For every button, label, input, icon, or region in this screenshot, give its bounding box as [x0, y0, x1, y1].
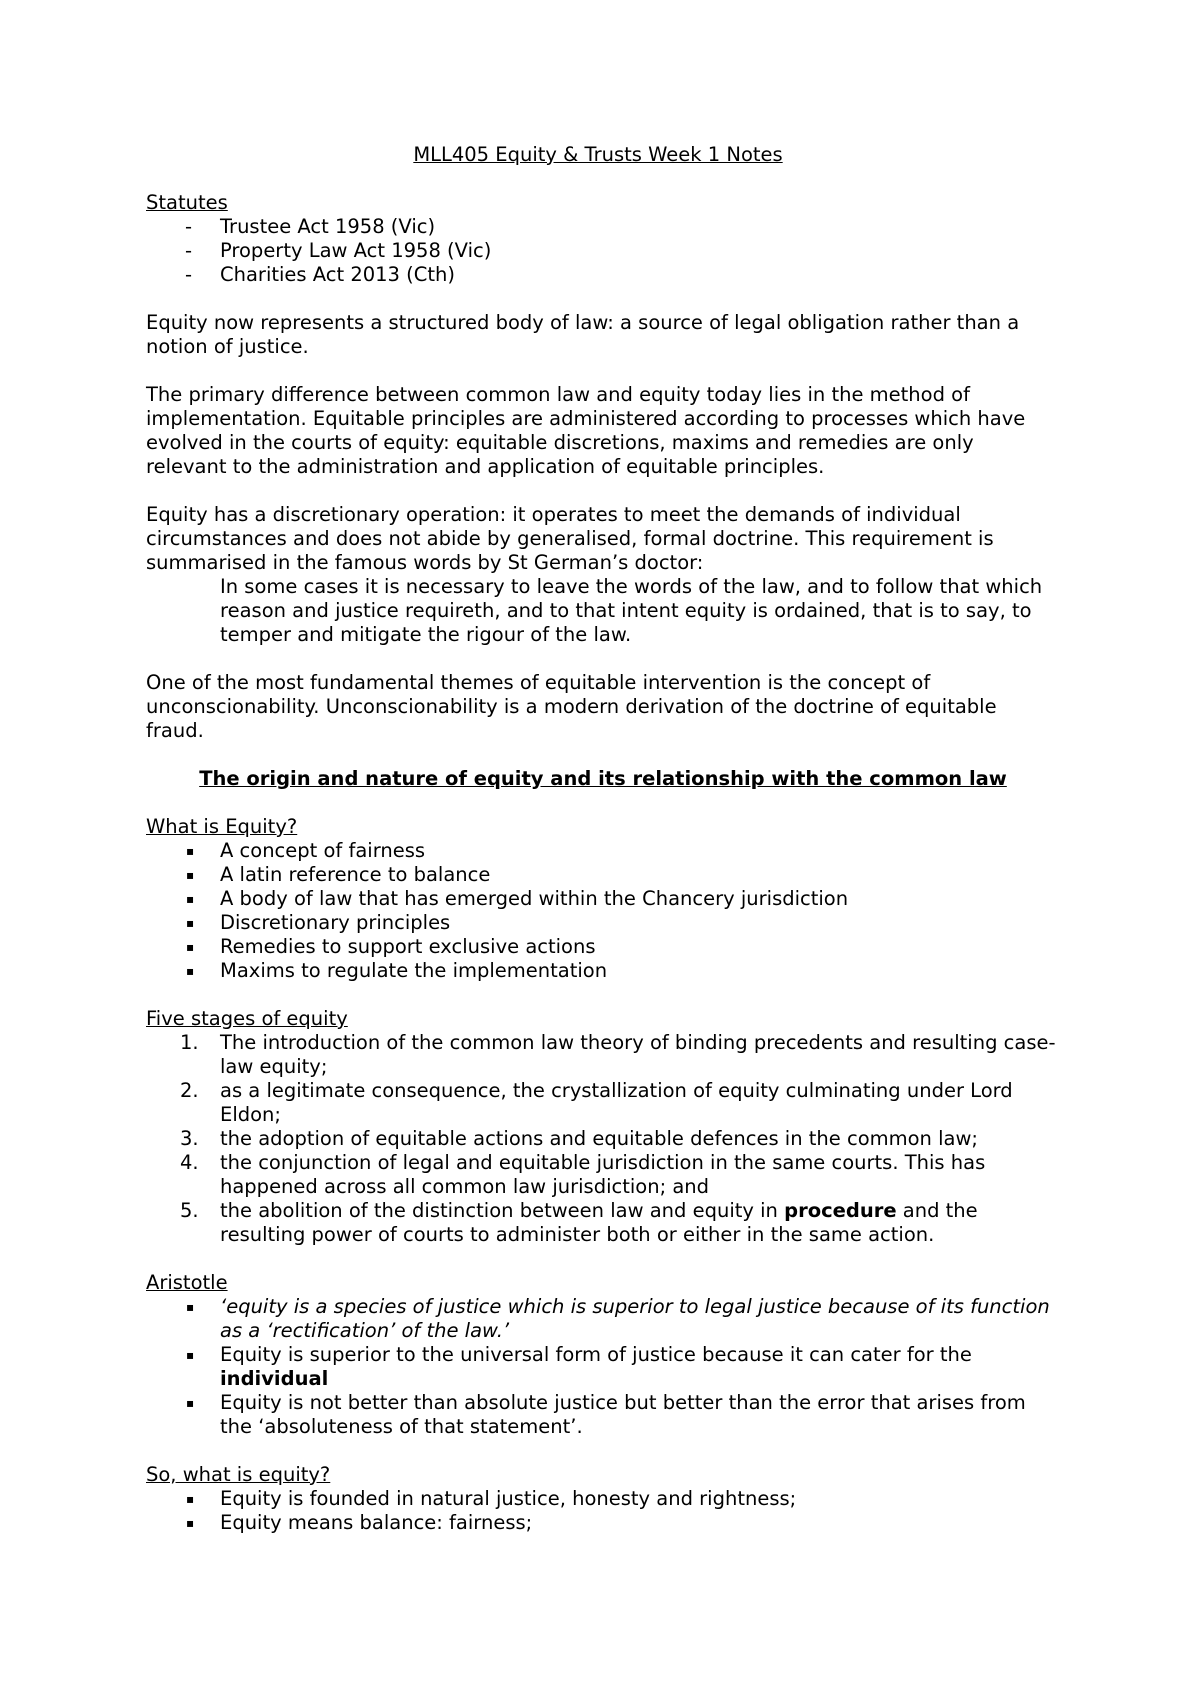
what-is-equity-label: What is Equity?: [146, 815, 298, 838]
bullet-marker: ▪: [186, 1516, 195, 1530]
list-item: ▪ Discretionary principles: [186, 911, 451, 934]
bullet-marker: ▪: [186, 1492, 195, 1506]
list-item: - Charities Act 2013 (Cth): [185, 263, 455, 286]
statutes-label: Statutes: [146, 191, 228, 214]
list-item: - Property Law Act 1958 (Vic): [185, 239, 492, 262]
bullet-marker: ▪: [186, 916, 195, 930]
so-what-label: So, what is equity?: [146, 1463, 331, 1486]
aristotle-quote: ‘equity is a species of justice which is superior to legal justice because of its function as a ‘rectification’ of the law.’: [220, 1295, 1050, 1342]
statutes-list: [146, 215, 1060, 287]
aristotle-label: Aristotle: [146, 1271, 228, 1294]
list-item: ▪ Equity is superior to the universal form of justice because it can cater for the individual: [186, 1343, 972, 1390]
what-is-equity-list: [146, 839, 1060, 983]
list-item: ▪ A concept of fairness: [186, 839, 426, 862]
paragraph-equity-structured: Equity now represents a structured body of law: a source of legal obligation rather than a notion of justice.: [146, 311, 1020, 358]
list-item: - Trustee Act 1958 (Vic): [185, 215, 436, 238]
number-marker: 3.: [180, 1127, 199, 1150]
bullet-marker: ▪: [186, 892, 195, 906]
bullet-marker: ▪: [186, 1300, 195, 1314]
number-marker: 5.: [180, 1199, 199, 1222]
list-item: ▪ Remedies to support exclusive actions: [186, 935, 596, 958]
list-item: ▪ A body of law that has emerged within the Chancery jurisdiction: [186, 887, 849, 910]
five-stages-label: Five stages of equity: [146, 1007, 348, 1030]
so-what-list: [146, 1487, 1060, 1535]
bold-procedure: procedure: [784, 1199, 897, 1222]
bullet-marker: ▪: [186, 940, 195, 954]
aristotle-list: [146, 1295, 1060, 1439]
bullet-marker: ▪: [186, 1348, 195, 1362]
dash-marker: -: [185, 215, 193, 238]
bullet-marker: ▪: [186, 964, 195, 978]
document-title: MLL405 Equity & Trusts Week 1 Notes: [413, 143, 783, 166]
five-stages-list: [146, 1031, 1060, 1247]
bold-individual: individual: [220, 1367, 329, 1390]
list-item: ▪ A latin reference to balance: [186, 863, 491, 886]
paragraph-primary-difference: The primary difference between common law and equity today lies in the method of implementation. Equitable principles are administered according to processes which have evolved in the courts of equity: equitable discretions, maxims and remedies are only relevant to the administration and application of equitable principles.: [146, 383, 1026, 478]
list-item: ▪ Maxims to regulate the implementation: [186, 959, 608, 982]
number-marker: 1.: [180, 1031, 199, 1054]
number-marker: 2.: [180, 1079, 199, 1102]
bullet-marker: ▪: [186, 868, 195, 882]
dash-marker: -: [185, 263, 193, 286]
list-item: [146, 1295, 1060, 1343]
dash-marker: -: [185, 239, 193, 262]
paragraph-unconscionability: One of the most fundamental themes of equitable intervention is the concept of unconscionability. Unconscionability is a modern derivation of the doctrine of equitable fraud.: [146, 671, 997, 742]
bullet-marker: ▪: [186, 1396, 195, 1410]
section-heading: The origin and nature of equity and its relationship with the common law: [199, 767, 1007, 790]
list-item: 1. The introduction of the common law theory of binding precedents and resulting case-law equity;: [180, 1031, 1056, 1078]
list-item: ▪ Equity is founded in natural justice, honesty and rightness;: [186, 1487, 797, 1510]
bullet-marker: ▪: [186, 844, 195, 858]
list-item: 2. as a legitimate consequence, the crystallization of equity culminating under Lord Eldon;: [180, 1079, 1013, 1126]
list-item: ▪ Equity is not better than absolute justice but better than the error that arises from the ‘absoluteness of that statement’.: [186, 1391, 1026, 1438]
list-item: 5. the abolition of the distinction between law and equity in procedure and the resulting power of courts to administer both or either in the same action.: [180, 1199, 978, 1246]
paragraph-discretionary: Equity has a discretionary operation: it operates to meet the demands of individual circumstances and does not abide by generalised, formal doctrine. This requirement is summarised in the famous words by St German’s doctor:: [146, 503, 994, 574]
list-item: 3. the adoption of equitable actions and equitable defences in the common law;: [180, 1127, 978, 1150]
list-item: ▪ Equity means balance: fairness;: [186, 1511, 533, 1534]
number-marker: 4.: [180, 1151, 199, 1174]
list-item: 4. the conjunction of legal and equitable jurisdiction in the same courts. This has happened across all common law jurisdiction; and: [180, 1151, 986, 1198]
quote-st-german: In some cases it is necessary to leave the words of the law, and to follow that which reason and justice requireth, and to that intent equity is ordained, that is to say, to temper and mitigate the rigour of the law.: [220, 575, 1043, 646]
